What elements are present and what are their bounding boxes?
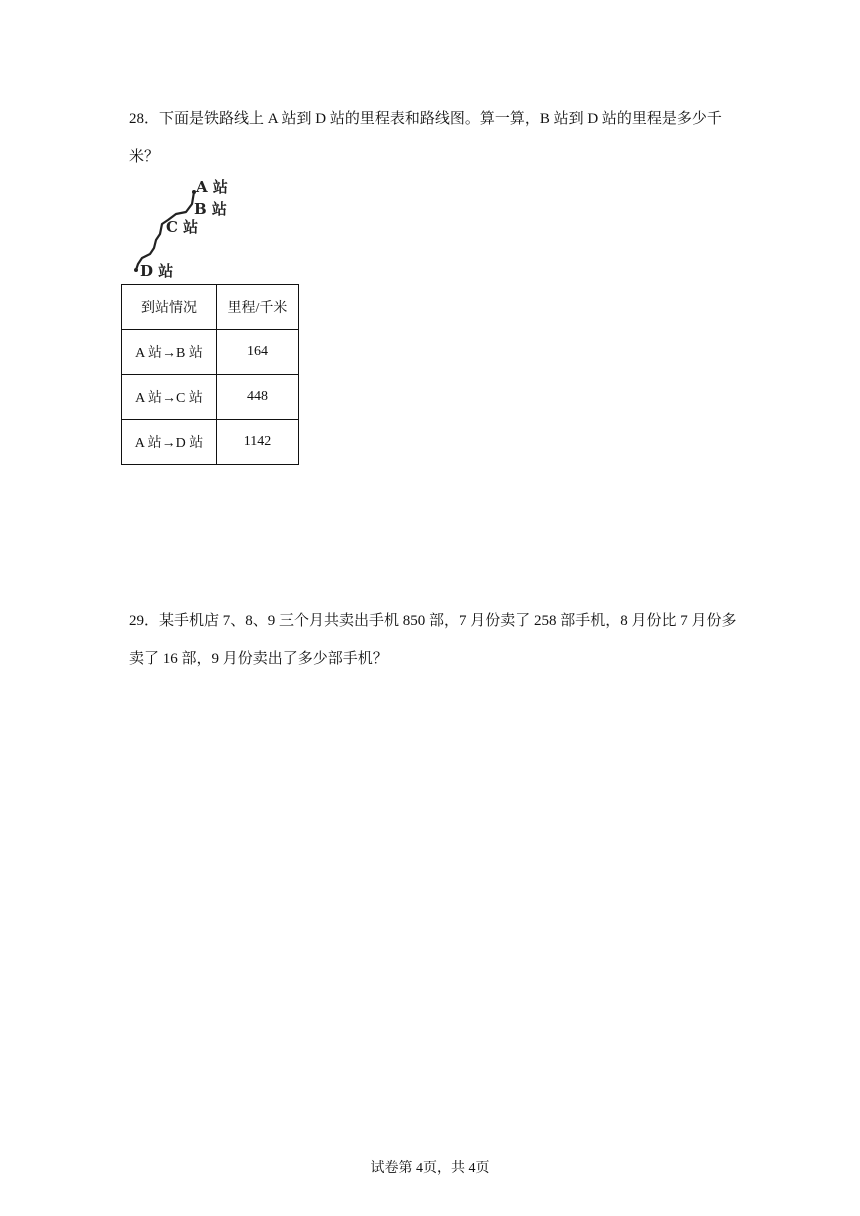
route-cell: A 站→C 站 xyxy=(122,375,217,420)
table-header-row xyxy=(122,285,299,330)
table-row xyxy=(122,375,299,420)
header-distance: 里程/千米 xyxy=(217,285,299,330)
distance-cell: 448 xyxy=(217,375,299,420)
station-label-d: D 站 xyxy=(140,262,174,280)
question-28-text: 28．下面是铁路线上 A 站到 D 站的里程表和路线图。算一算，B 站到 D 站的里程是多少千米？ xyxy=(129,111,722,165)
station-label-c: C 站 xyxy=(166,218,199,236)
route-cell: A 站→D 站 xyxy=(122,420,217,465)
table-row xyxy=(122,330,299,375)
route-cell: A 站→B 站 xyxy=(122,330,217,375)
station-label-b: B 站 xyxy=(194,200,227,218)
question-29-text: 29．某手机店 7、8、9 三个月共卖出手机 850 部，7 月份卖了 258 部手机，8 月份比 7 月份多卖了 16 部，9 月份卖出了多少部手机？ xyxy=(129,613,737,667)
railway-route-map xyxy=(128,174,248,284)
mileage-table xyxy=(121,284,299,465)
header-route: 到站情况 xyxy=(122,285,217,330)
distance-cell: 164 xyxy=(217,330,299,375)
station-label-a: A 站 xyxy=(196,178,228,196)
table-row xyxy=(122,420,299,465)
page-footer: 试卷第 4页，共 4页 xyxy=(370,1161,490,1176)
station-d-dot xyxy=(134,268,138,272)
distance-cell: 1142 xyxy=(217,420,299,465)
